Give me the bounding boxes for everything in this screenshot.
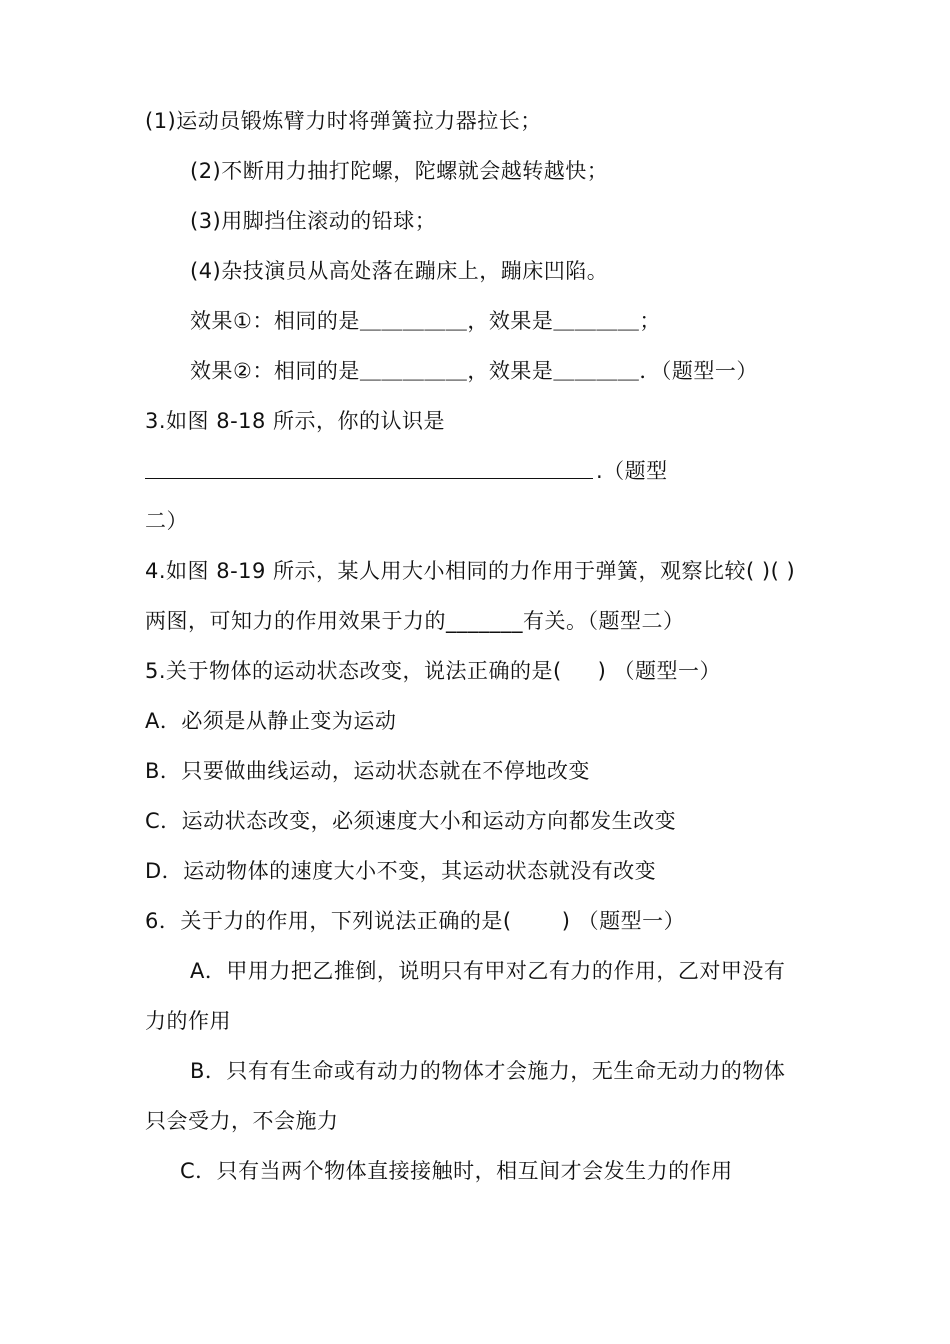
question-3-tag-cont: 二） bbox=[145, 509, 188, 533]
item-4-text: (4)杂技演员从高处落在蹦床上，蹦床凹陷。 bbox=[190, 259, 609, 283]
item-1-text: (1)运动员锻炼臂力时将弹簧拉力器拉长； bbox=[145, 109, 542, 133]
option-6b: B．只有有生命或有动力的物体才会施力，无生命无动力的物体 bbox=[190, 1059, 786, 1083]
option-6a-cont: 力的作用 bbox=[145, 1009, 231, 1033]
item-2-text: (2)不断用力抽打陀螺，陀螺就会越转越快； bbox=[190, 159, 609, 183]
answer-blank-line bbox=[145, 478, 593, 479]
option-6c: C．只有当两个物体直接接触时，相互间才会发生力的作用 bbox=[180, 1159, 733, 1183]
question-3-text: 3.如图 8-18 所示，你的认识是 bbox=[145, 409, 446, 433]
question-4-text-cont: 两图，可知力的作用效果于力的_______有关。（题型二） bbox=[145, 609, 685, 633]
option-5c: C．运动状态改变，必须速度大小和运动方向都发生改变 bbox=[145, 809, 677, 833]
option-5d: D．运动物体的速度大小不变，其运动状态就没有改变 bbox=[145, 859, 657, 883]
question-3-tag: .（题型 bbox=[596, 459, 668, 483]
question-4-text: 4.如图 8-19 所示，某人用大小相同的力作用于弹簧，观察比较( )( ) bbox=[145, 559, 796, 583]
option-5b: B．只要做曲线运动，运动状态就在不停地改变 bbox=[145, 759, 590, 783]
effect-2-line: 效果②：相同的是＿＿＿＿＿，效果是＿＿＿＿．（题型一） bbox=[190, 359, 758, 383]
effect-1-line: 效果①：相同的是＿＿＿＿＿，效果是＿＿＿＿； bbox=[190, 309, 661, 333]
option-5a: A．必须是从静止变为运动 bbox=[145, 709, 397, 733]
question-6-text: 6．关于力的作用，下列说法正确的是( ) （题型一） bbox=[145, 909, 686, 933]
question-5-text: 5.关于物体的运动状态改变，说法正确的是( ) （题型一） bbox=[145, 659, 721, 683]
option-6b-cont: 只会受力，不会施力 bbox=[145, 1109, 339, 1133]
item-3-text: (3)用脚挡住滚动的铅球； bbox=[190, 209, 437, 233]
option-6a: A．甲用力把乙推倒，说明只有甲对乙有力的作用，乙对甲没有 bbox=[190, 959, 786, 983]
